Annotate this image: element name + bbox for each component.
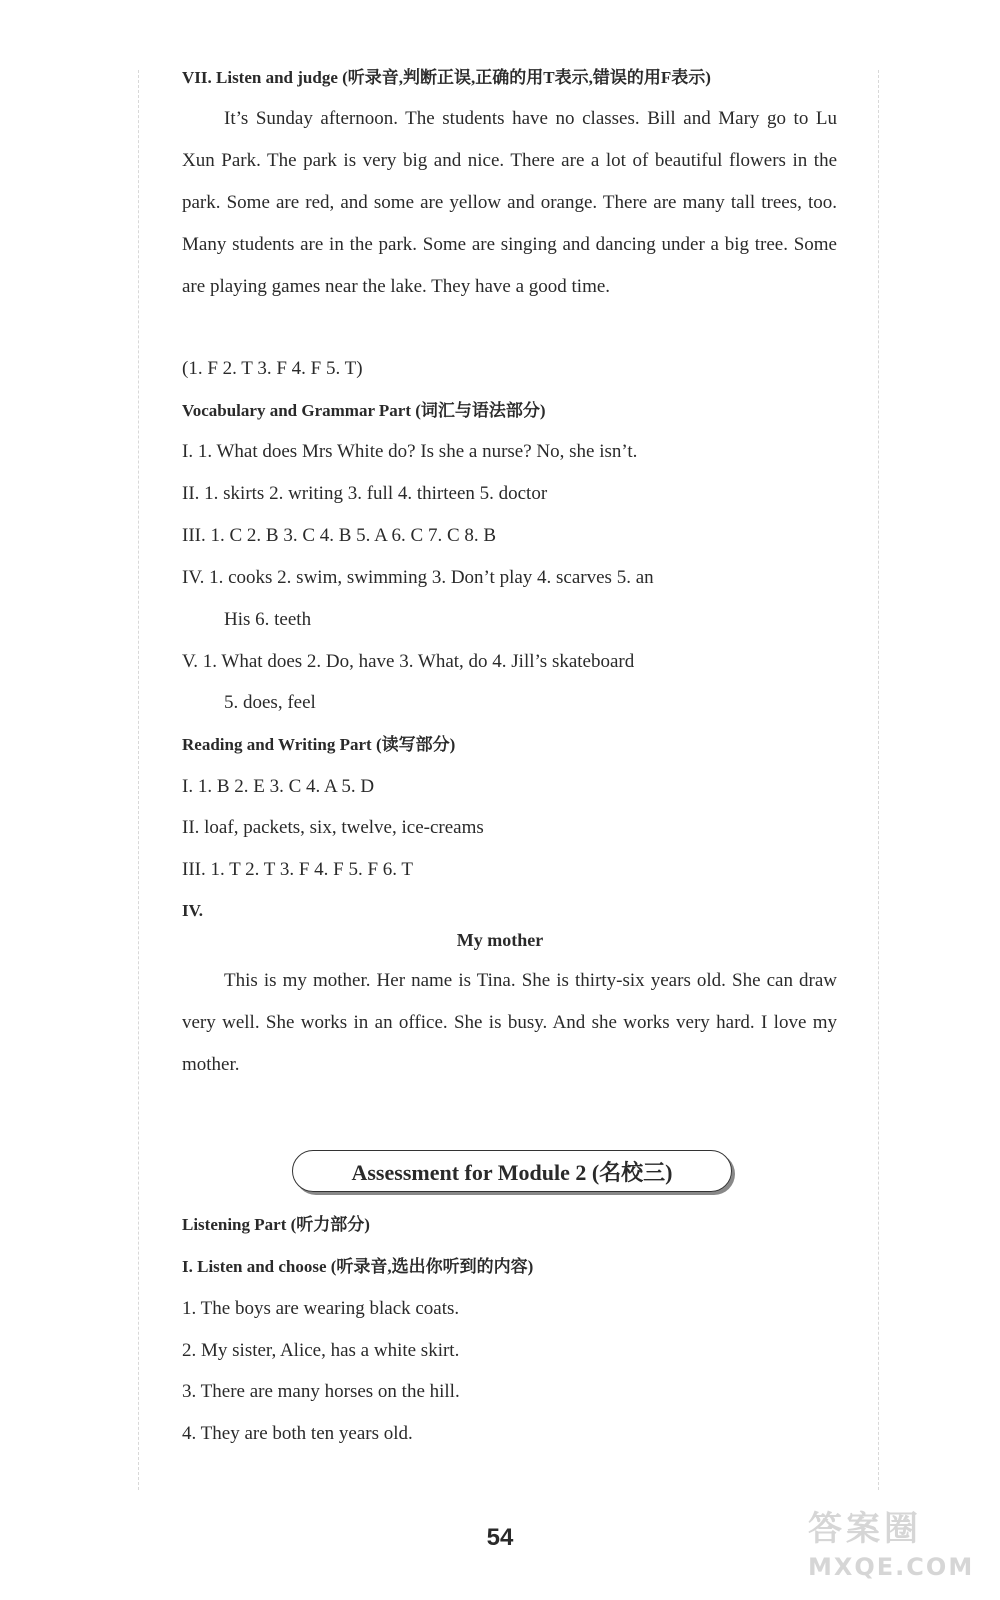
essay-title: My mother [456, 930, 544, 950]
reading-ii-answer: II. loaf, packets, six, twelve, ice-creams [182, 817, 484, 838]
reading-iii-answer: III. 1. T 2. T 3. F 4. F 5. F 6. T [182, 859, 414, 880]
vocab-iii-answer: III. 1. C 2. B 3. C 4. B 5. A 6. C 7. C 8. B [182, 525, 497, 546]
watermark-bottom-text: MXQE.COM [808, 1553, 975, 1581]
watermark-logo [808, 1508, 994, 1594]
reading-i-answer: I. 1. B 2. E 3. C 4. A 5. D [182, 776, 375, 797]
vocab-v-answer-line1: V. 1. What does 2. Do, have 3. What, do 4. Jill’s skateboard [182, 651, 635, 672]
listening-item: 4. They are both ten years old. [182, 1423, 413, 1444]
assessment-title-banner [292, 1150, 732, 1192]
assessment-title: Assessment for Module 2 (名校三) [351, 1159, 673, 1185]
vocab-iv-answer-line2: His 6. teeth [224, 609, 312, 630]
vocab-grammar-heading: Vocabulary and Grammar Part (词汇与语法部分) [182, 401, 546, 420]
page-number: 54 [486, 1524, 514, 1551]
listening-item: 1. The boys are wearing black coats. [182, 1298, 460, 1319]
listening-item: 2. My sister, Alice, has a white skirt. [182, 1340, 460, 1361]
section-vii-heading: VII. Listen and judge (听录音,判断正误,正确的用T表示,错误的用F表示) [182, 68, 711, 87]
vocab-v-answer-line2: 5. does, feel [224, 692, 316, 713]
left-margin-line [138, 70, 139, 1490]
listening-heading: Listening Part (听力部分) [182, 1215, 370, 1234]
section-vii-passage: It’s Sunday afternoon. The students have no classes. Bill and Mary go to Lu Xun Park. The park is very big and nice. There are a lot of beautiful flowers in the park. Some are red, and some are yellow and orange. There are many tall trees, too. Many students are in the park. Some are singing and dancing under a big tree. Some are playing games near the lake. They have a good time. [182, 108, 837, 297]
watermark-top-text: 答案圈 [808, 1509, 922, 1549]
listening-subheading: I. Listen and choose (听录音,选出你听到的内容) [182, 1257, 534, 1276]
vocab-ii-answer: II. 1. skirts 2. writing 3. full 4. thirteen 5. doctor [182, 483, 548, 504]
reading-writing-heading: Reading and Writing Part (读写部分) [182, 735, 456, 754]
listening-item: 3. There are many horses on the hill. [182, 1381, 460, 1402]
right-margin-line [878, 70, 879, 1490]
reading-iv-label: IV. [182, 901, 203, 920]
vocab-i-answer: I. 1. What does Mrs White do? Is she a nurse? No, she isn’t. [182, 441, 638, 462]
vocab-iv-answer-line1: IV. 1. cooks 2. swim, swimming 3. Don’t play 4. scarves 5. an [182, 567, 654, 588]
section-vii-answers: (1. F 2. T 3. F 4. F 5. T) [182, 358, 363, 379]
essay-body: This is my mother. Her name is Tina. She is thirty-six years old. She can draw very well. She works in an office. She is busy. And she works very hard. I love my mother. [182, 970, 837, 1075]
